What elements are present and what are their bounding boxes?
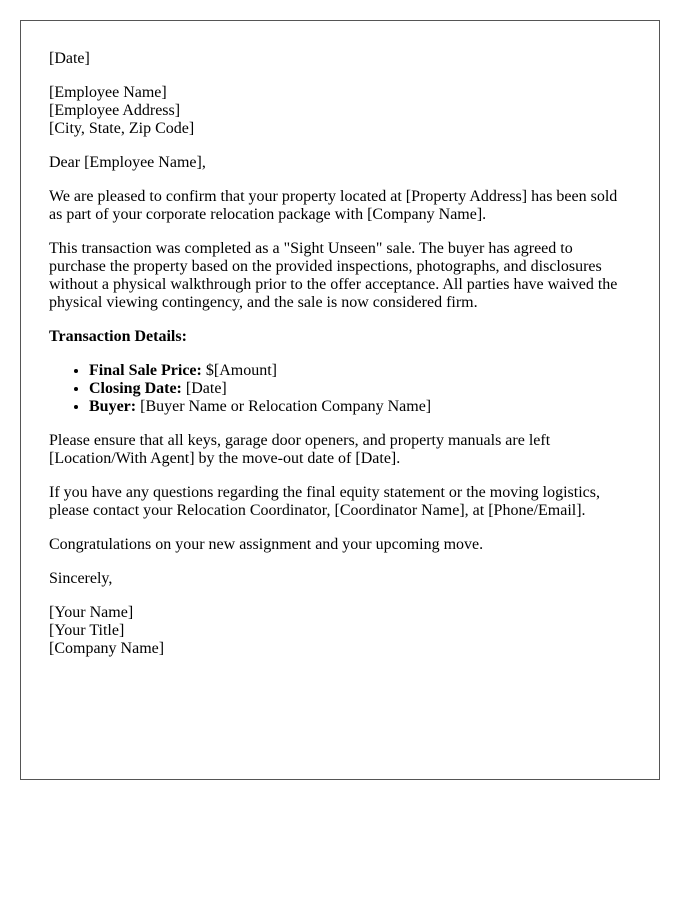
salutation: Dear [Employee Name],	[49, 154, 206, 171]
detail-label: Final Sale Price:	[89, 362, 202, 379]
text-line: as part of your corporate relocation package with [Company Name].	[49, 206, 487, 223]
paragraph-questions	[49, 484, 631, 520]
details-list	[49, 362, 631, 416]
paragraph-sight-unseen	[49, 240, 631, 312]
detail-sale-price	[89, 362, 631, 380]
text-line: purchase the property based on the provided inspections, photographs, and disclosures	[49, 258, 602, 275]
text-line: If you have any questions regarding the final equity statement or the moving logistics,	[49, 484, 600, 501]
detail-value: [Buyer Name or Relocation Company Name]	[136, 398, 432, 415]
text-line: We are pleased to confirm that your property located at [Property Address] has been sold	[49, 188, 618, 205]
date: [Date]	[49, 50, 90, 67]
detail-label: Closing Date:	[89, 380, 182, 397]
recipient-street: [Employee Address]	[49, 102, 181, 119]
detail-label: Buyer:	[89, 398, 137, 415]
paragraph-congratulations: Congratulations on your new assignment and your upcoming move.	[49, 536, 484, 553]
text-line: This transaction was completed as a "Sight Unseen" sale. The buyer has agreed to	[49, 240, 573, 257]
text-line: without a physical walkthrough prior to the offer acceptance. All parties have waived the	[49, 276, 618, 293]
detail-buyer	[89, 398, 631, 416]
text-line: [Location/With Agent] by the move-out date of [Date].	[49, 450, 401, 467]
recipient-address	[49, 84, 631, 138]
signer-company: [Company Name]	[49, 640, 165, 657]
signer-name: [Your Name]	[49, 604, 134, 621]
paragraph-keys	[49, 432, 631, 468]
detail-value: [Date]	[181, 380, 227, 397]
paragraph-confirmation	[49, 188, 631, 224]
details-heading-text: Transaction Details:	[49, 328, 187, 345]
signer-title: [Your Title]	[49, 622, 125, 639]
detail-closing-date	[89, 380, 631, 398]
closing: Sincerely,	[49, 570, 113, 587]
signature-block	[49, 604, 631, 658]
text-line: Please ensure that all keys, garage door openers, and property manuals are left	[49, 432, 551, 449]
details-heading	[49, 328, 631, 346]
letter-page	[20, 20, 660, 780]
detail-value: $[Amount]	[201, 362, 277, 379]
recipient-city: [City, State, Zip Code]	[49, 120, 195, 137]
text-line: please contact your Relocation Coordinator, [Coordinator Name], at [Phone/Email].	[49, 502, 586, 519]
recipient-name: [Employee Name]	[49, 84, 167, 101]
text-line: physical viewing contingency, and the sale is now considered firm.	[49, 294, 478, 311]
